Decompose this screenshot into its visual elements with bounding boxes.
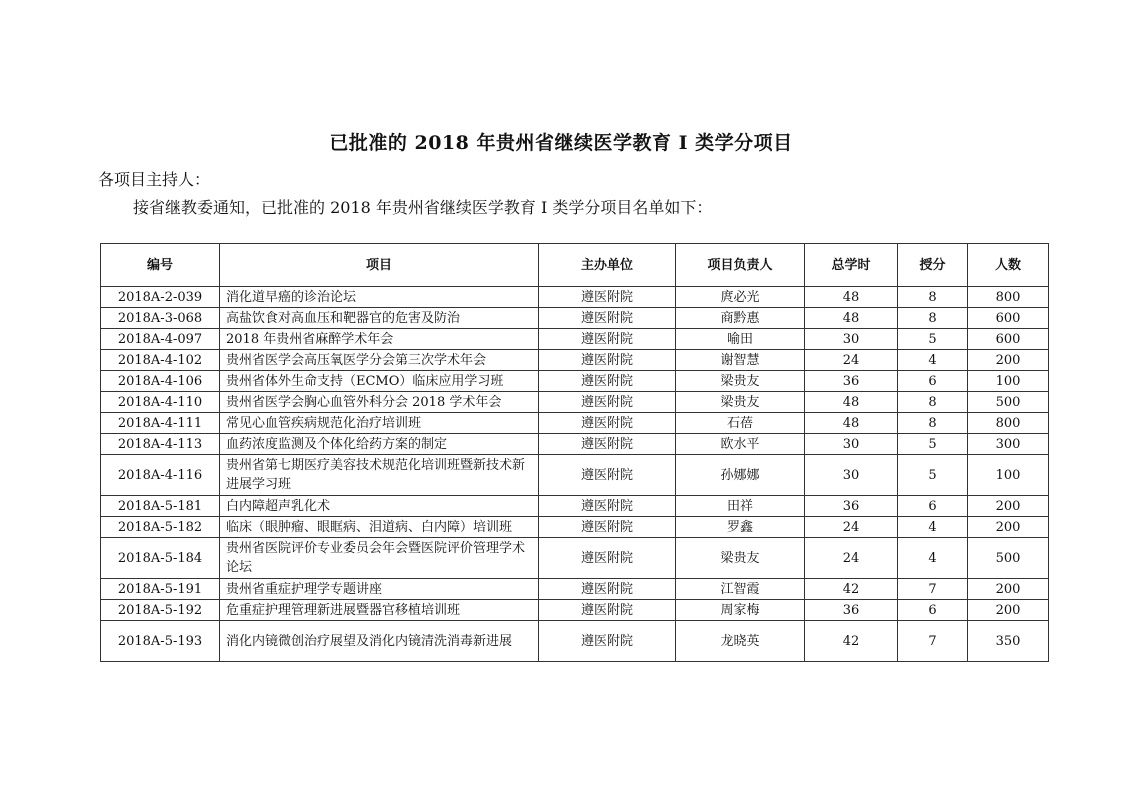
cell-lead: 田祥 xyxy=(676,496,805,517)
header-id: 编号 xyxy=(101,244,220,287)
cell-people: 200 xyxy=(968,517,1049,538)
cell-credits: 7 xyxy=(898,579,968,600)
cell-id: 2018A-5-182 xyxy=(101,517,220,538)
cell-people: 300 xyxy=(968,434,1049,455)
cell-people: 350 xyxy=(968,621,1049,662)
cell-hours: 24 xyxy=(805,538,898,579)
table-row xyxy=(101,496,1049,517)
table-row xyxy=(101,579,1049,600)
cell-people: 600 xyxy=(968,329,1049,350)
cell-hours: 48 xyxy=(805,308,898,329)
cell-organizer: 遵医附院 xyxy=(539,496,676,517)
cell-people: 200 xyxy=(968,600,1049,621)
cell-id: 2018A-5-184 xyxy=(101,538,220,579)
cell-organizer: 遵医附院 xyxy=(539,579,676,600)
cell-project-name: 贵州省医学会高压氧医学分会第三次学术年会 xyxy=(220,350,539,371)
cell-lead: 江智霞 xyxy=(676,579,805,600)
cell-people: 800 xyxy=(968,287,1049,308)
cell-credits: 6 xyxy=(898,496,968,517)
header-people: 人数 xyxy=(968,244,1049,287)
cell-project-name: 危重症护理管理新进展暨器官移植培训班 xyxy=(220,600,539,621)
table-row xyxy=(101,434,1049,455)
cell-id: 2018A-4-113 xyxy=(101,434,220,455)
cell-credits: 7 xyxy=(898,621,968,662)
cell-hours: 36 xyxy=(805,600,898,621)
cell-lead: 商黔惠 xyxy=(676,308,805,329)
cell-id: 2018A-3-068 xyxy=(101,308,220,329)
cell-people: 500 xyxy=(968,392,1049,413)
table-row xyxy=(101,308,1049,329)
cell-project-name: 临床（眼肿瘤、眼眶病、泪道病、白内障）培训班 xyxy=(220,517,539,538)
cell-id: 2018A-2-039 xyxy=(101,287,220,308)
cell-lead: 罗鑫 xyxy=(676,517,805,538)
cell-people: 200 xyxy=(968,350,1049,371)
cell-lead: 欧水平 xyxy=(676,434,805,455)
cell-id: 2018A-4-111 xyxy=(101,413,220,434)
cell-hours: 36 xyxy=(805,371,898,392)
cell-organizer: 遵医附院 xyxy=(539,600,676,621)
cell-id: 2018A-4-106 xyxy=(101,371,220,392)
cell-hours: 48 xyxy=(805,413,898,434)
cell-id: 2018A-4-102 xyxy=(101,350,220,371)
table-row xyxy=(101,329,1049,350)
cell-project-name: 贵州省医院评价专业委员会年会暨医院评价管理学术论坛 xyxy=(220,538,539,579)
cell-credits: 4 xyxy=(898,350,968,371)
cell-people: 200 xyxy=(968,496,1049,517)
cell-project-name: 2018 年贵州省麻醉学术年会 xyxy=(220,329,539,350)
cell-id: 2018A-4-097 xyxy=(101,329,220,350)
cell-hours: 42 xyxy=(805,621,898,662)
cell-organizer: 遵医附院 xyxy=(539,308,676,329)
cell-credits: 8 xyxy=(898,287,968,308)
cell-credits: 6 xyxy=(898,600,968,621)
cell-lead: 石蓓 xyxy=(676,413,805,434)
cell-people: 500 xyxy=(968,538,1049,579)
header-credits: 授分 xyxy=(898,244,968,287)
cell-credits: 8 xyxy=(898,413,968,434)
cell-project-name: 贵州省第七期医疗美容技术规范化培训班暨新技术新进展学习班 xyxy=(220,455,539,496)
cell-credits: 4 xyxy=(898,517,968,538)
cell-lead: 谢智慧 xyxy=(676,350,805,371)
cell-credits: 6 xyxy=(898,371,968,392)
cell-id: 2018A-5-181 xyxy=(101,496,220,517)
cell-organizer: 遵医附院 xyxy=(539,371,676,392)
table-row xyxy=(101,350,1049,371)
cell-hours: 42 xyxy=(805,579,898,600)
cell-people: 100 xyxy=(968,455,1049,496)
cell-hours: 36 xyxy=(805,496,898,517)
cell-organizer: 遵医附院 xyxy=(539,517,676,538)
cell-credits: 5 xyxy=(898,455,968,496)
table-row xyxy=(101,392,1049,413)
cell-project-name: 贵州省重症护理学专题讲座 xyxy=(220,579,539,600)
cell-organizer: 遵医附院 xyxy=(539,413,676,434)
table-row xyxy=(101,371,1049,392)
header-project: 项目 xyxy=(220,244,539,287)
cell-project-name: 常见心血管疾病规范化治疗培训班 xyxy=(220,413,539,434)
table-body xyxy=(101,287,1049,662)
cell-id: 2018A-5-192 xyxy=(101,600,220,621)
salutation: 各项目主持人： xyxy=(98,170,211,189)
cell-people: 800 xyxy=(968,413,1049,434)
projects-table xyxy=(100,243,1049,662)
cell-hours: 24 xyxy=(805,517,898,538)
cell-project-name: 消化内镜微创治疗展望及消化内镜清洗消毒新进展 xyxy=(220,621,539,662)
cell-organizer: 遵医附院 xyxy=(539,329,676,350)
cell-hours: 48 xyxy=(805,392,898,413)
header-hours: 总学时 xyxy=(805,244,898,287)
table-row xyxy=(101,621,1049,662)
cell-project-name: 贵州省医学会胸心血管外科分会 2018 学术年会 xyxy=(220,392,539,413)
cell-hours: 30 xyxy=(805,329,898,350)
intro-paragraph: 接省继教委通知，已批准的 2018 年贵州省继续医学教育 I 类学分项目名单如下： xyxy=(133,198,713,217)
header-lead: 项目负责人 xyxy=(676,244,805,287)
cell-people: 600 xyxy=(968,308,1049,329)
cell-hours: 48 xyxy=(805,287,898,308)
cell-credits: 5 xyxy=(898,434,968,455)
cell-id: 2018A-4-116 xyxy=(101,455,220,496)
cell-project-name: 血药浓度监测及个体化给药方案的制定 xyxy=(220,434,539,455)
cell-hours: 30 xyxy=(805,455,898,496)
table-row xyxy=(101,600,1049,621)
cell-project-name: 高盐饮食对高血压和靶器官的危害及防治 xyxy=(220,308,539,329)
cell-credits: 8 xyxy=(898,308,968,329)
document-title: 已批准的 2018 年贵州省继续医学教育 I 类学分项目 xyxy=(329,132,793,154)
table-row xyxy=(101,517,1049,538)
cell-people: 100 xyxy=(968,371,1049,392)
table-header-row xyxy=(101,244,1049,287)
cell-lead: 梁贵友 xyxy=(676,538,805,579)
cell-organizer: 遵医附院 xyxy=(539,287,676,308)
cell-organizer: 遵医附院 xyxy=(539,434,676,455)
cell-organizer: 遵医附院 xyxy=(539,350,676,371)
cell-lead: 梁贵友 xyxy=(676,371,805,392)
cell-lead: 周家梅 xyxy=(676,600,805,621)
cell-organizer: 遵医附院 xyxy=(539,392,676,413)
cell-project-name: 贵州省体外生命支持（ECMO）临床应用学习班 xyxy=(220,371,539,392)
cell-id: 2018A-5-193 xyxy=(101,621,220,662)
cell-people: 200 xyxy=(968,579,1049,600)
cell-credits: 5 xyxy=(898,329,968,350)
cell-hours: 24 xyxy=(805,350,898,371)
cell-lead: 孙娜娜 xyxy=(676,455,805,496)
table-row xyxy=(101,538,1049,579)
cell-lead: 庹必光 xyxy=(676,287,805,308)
table-row xyxy=(101,413,1049,434)
cell-id: 2018A-4-110 xyxy=(101,392,220,413)
cell-credits: 4 xyxy=(898,538,968,579)
cell-lead: 喻田 xyxy=(676,329,805,350)
cell-credits: 8 xyxy=(898,392,968,413)
cell-lead: 梁贵友 xyxy=(676,392,805,413)
cell-id: 2018A-5-191 xyxy=(101,579,220,600)
cell-organizer: 遵医附院 xyxy=(539,621,676,662)
cell-lead: 龙晓英 xyxy=(676,621,805,662)
table-row xyxy=(101,455,1049,496)
cell-project-name: 消化道早癌的诊治论坛 xyxy=(220,287,539,308)
cell-organizer: 遵医附院 xyxy=(539,455,676,496)
cell-project-name: 白内障超声乳化术 xyxy=(220,496,539,517)
cell-hours: 30 xyxy=(805,434,898,455)
table-row xyxy=(101,287,1049,308)
header-organizer: 主办单位 xyxy=(539,244,676,287)
cell-organizer: 遵医附院 xyxy=(539,538,676,579)
